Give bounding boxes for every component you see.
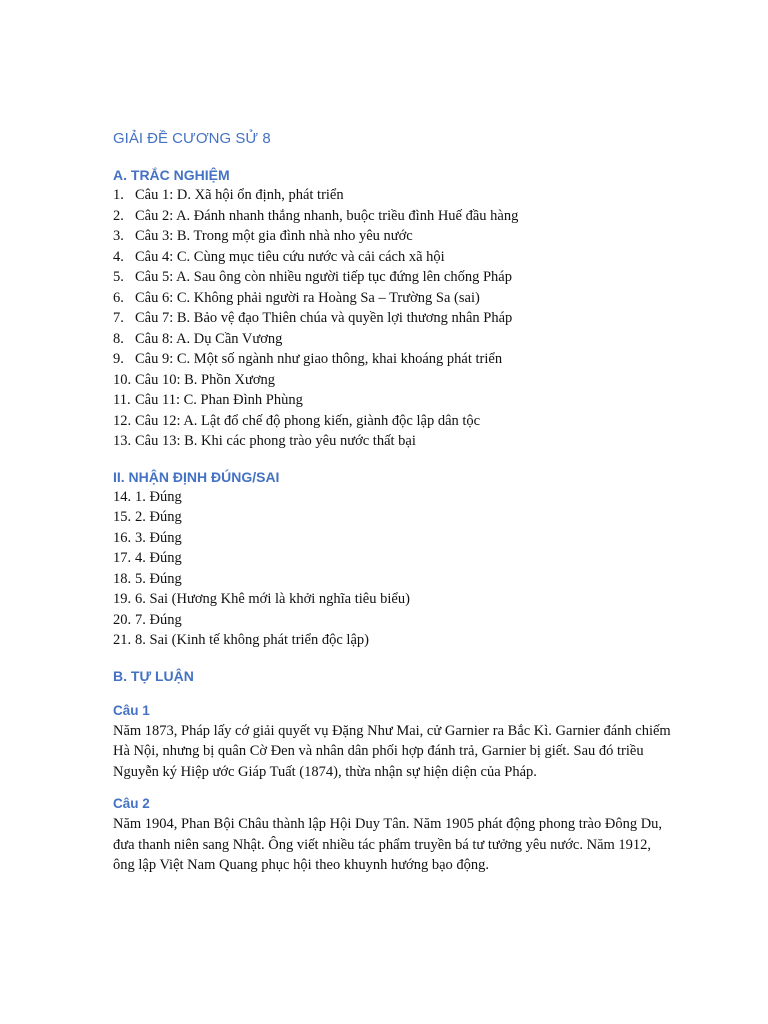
true-false-list <box>113 487 673 651</box>
item-number: 6. <box>113 289 124 306</box>
item-text: Câu 12: A. Lật đổ chế độ phong kiến, giành độc lập dân tộc <box>135 412 481 429</box>
item-text: 1. Đúng <box>135 488 182 505</box>
item-number: 21. <box>113 632 132 648</box>
list-item <box>113 349 673 370</box>
list-item <box>113 528 673 549</box>
item-number: 2. <box>113 207 124 224</box>
item-text: 2. Đúng <box>135 509 182 525</box>
section-ii-heading: II. NHẬN ĐỊNH ĐÚNG/SAI <box>113 468 280 485</box>
section-b-heading: B. TỰ LUẬN <box>113 667 194 684</box>
item-number: 3. <box>113 228 124 244</box>
list-item <box>113 487 673 508</box>
item-number: 9. <box>113 351 124 367</box>
list-item <box>113 569 673 590</box>
item-number: 17. <box>113 550 132 566</box>
item-number: 10. <box>113 371 132 388</box>
item-text: 8. Sai (Kinh tế không phát triển độc lập) <box>135 632 369 648</box>
item-number: 5. <box>113 269 124 285</box>
list-item <box>113 226 673 247</box>
item-number: 20. <box>113 611 132 628</box>
list-item <box>113 185 673 206</box>
multiple-choice-list <box>113 185 673 452</box>
list-item <box>113 548 673 569</box>
item-text: Câu 9: C. Một số ngành như giao thông, khai khoáng phát triển <box>135 351 503 367</box>
question-1-answer: Năm 1873, Pháp lấy cớ giải quyết vụ Đặng Như Mai, cử Garnier ra Bắc Kì. Garnier đánh chiếm Hà Nội, nhưng bị quân Cờ Đen và nhân dân phối hợp đánh trả, Garnier bị giết. Sau đó triều Nguyễn ký Hiệp ước Giáp Tuất (1874), thừa nhận sự hiện diện của Pháp. <box>113 722 671 780</box>
item-number: 16. <box>113 529 132 546</box>
list-item <box>113 630 673 651</box>
list-item <box>113 247 673 268</box>
list-item <box>113 431 673 452</box>
list-item <box>113 589 673 610</box>
document-title: GIẢI ĐỀ CƯƠNG SỬ 8 <box>113 130 271 147</box>
list-item <box>113 329 673 350</box>
item-text: Câu 5: A. Sau ông còn nhiều người tiếp tục đứng lên chống Pháp <box>135 269 512 285</box>
list-item <box>113 206 673 227</box>
list-item <box>113 308 673 329</box>
item-text: Câu 7: B. Bảo vệ đạo Thiên chúa và quyền lợi thương nhân Pháp <box>135 310 513 326</box>
item-text: 3. Đúng <box>135 529 182 546</box>
item-number: 19. <box>113 591 132 607</box>
item-text: 5. Đúng <box>135 570 182 587</box>
list-item <box>113 610 673 631</box>
list-item <box>113 390 673 411</box>
item-text: 6. Sai (Hương Khê mới là khởi nghĩa tiêu biểu) <box>135 591 410 607</box>
item-text: Câu 8: A. Dụ Cần Vương <box>135 330 283 347</box>
item-text: Câu 13: B. Khi các phong trào yêu nước thất bại <box>135 433 416 449</box>
item-number: 18. <box>113 570 132 587</box>
question-2-answer: Năm 1904, Phan Bội Châu thành lập Hội Duy Tân. Năm 1905 phát động phong trào Đông Du, đưa thanh niên sang Nhật. Ông viết nhiều tác phẩm truyền bá tư tưởng yêu nước. Năm 1912, ông lập Việt Nam Quang phục hội theo khuynh hướng bạo động. <box>113 816 663 873</box>
item-text: Câu 2: A. Đánh nhanh thắng nhanh, buộc triều đình Huế đầu hàng <box>135 207 519 224</box>
item-text: Câu 3: B. Trong một gia đình nhà nho yêu nước <box>135 228 413 244</box>
list-item <box>113 370 673 391</box>
list-item <box>113 507 673 528</box>
list-item <box>113 267 673 288</box>
item-text: 7. Đúng <box>135 611 182 628</box>
document-page <box>113 124 673 876</box>
question-1-label: Câu 1 <box>113 702 150 718</box>
item-number: 15. <box>113 509 132 525</box>
item-text: Câu 1: D. Xã hội ổn định, phát triển <box>135 187 344 203</box>
item-number: 12. <box>113 412 132 429</box>
item-text: 4. Đúng <box>135 550 182 566</box>
item-number: 1. <box>113 187 124 203</box>
item-text: Câu 10: B. Phồn Xương <box>135 371 275 388</box>
item-number: 14. <box>113 488 132 505</box>
item-number: 13. <box>113 433 132 449</box>
item-number: 11. <box>113 392 131 408</box>
item-text: Câu 11: C. Phan Đình Phùng <box>135 392 303 408</box>
list-item <box>113 288 673 309</box>
item-text: Câu 4: C. Cùng mục tiêu cứu nước và cải cách xã hội <box>135 248 445 265</box>
item-number: 7. <box>113 310 124 326</box>
item-number: 8. <box>113 330 124 347</box>
item-number: 4. <box>113 248 124 265</box>
list-item <box>113 411 673 432</box>
section-a-heading: A. TRẮC NGHIỆM <box>113 167 230 183</box>
question-2-label: Câu 2 <box>113 796 150 811</box>
item-text: Câu 6: C. Không phải người ra Hoàng Sa – Trường Sa (sai) <box>135 289 480 306</box>
